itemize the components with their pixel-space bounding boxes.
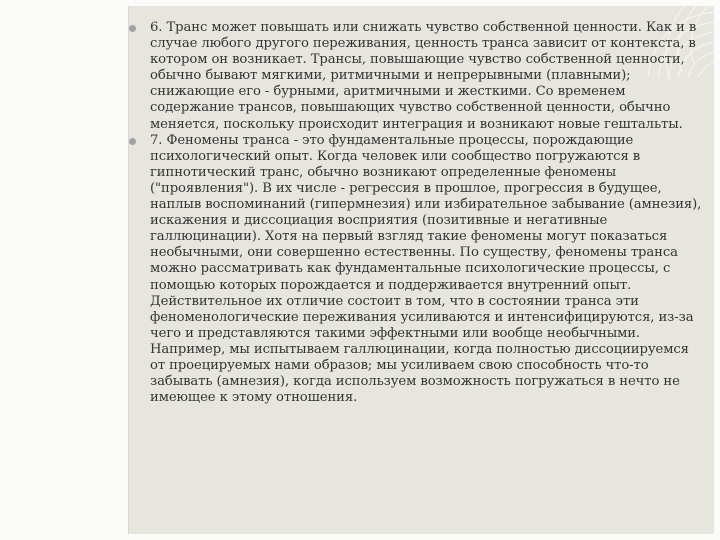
bullet-text: 6. Транс может повышать или снижать чувство собственной ценности. Как и в случае любого другого переживания, ценность транса зависит от контекста, в котором он возникает. Трансы, повышающие чувство собственной ценности, обычно бывают мягкими, ритмичными и непрерывными (плавными); снижающие его - бурными, аритмичными и жесткими. Со временем содержание трансов, повышающих чувство собственной ценности, обычно меняется, поскольку происходит интеграция и возникают новые гештальты. [150,20,697,132]
bullet-item-7 [150,133,702,407]
bullet-list [150,20,702,406]
bullet-dot-icon [129,138,136,145]
bullet-item-6 [150,20,702,133]
bullet-text: 7. Феномены транса - это фундаментальные процессы, порождающие психологический опыт. Когда человек или сообщество погружаются в гипнотический транс, обычно возникают определенные феномены ("проявления"). В их числе - регрессия в прошлое, прогрессия в будущее, наплыв воспоминаний (гипермнезия) или избирательное забывание (амнезия), искажения и диссоциация восприятия (позитивные и негативные галлюцинации). Хотя на первый взгляд такие феномены могут показаться необычными, они совершенно естественны. По существу, феномены транса можно рассматривать как фундаментальные психологические процессы, с помощью которых порождается и поддерживается внутренний опыт. Действительное их отличие состоит в том, что в состоянии транса эти феноменологические переживания усиливаются и интенсифицируются, из-за чего и представляются такими эффектными или вообще необычными. Например, мы испытываем галлюцинации, когда полностью диссоциируемся от проецируемых нами образов; мы усиливаем свою способность что-то забывать (амнезия), когда используем возможность погружаться в нечто не имеющее к этому отношения. [150,132,702,406]
bullet-dot-icon [129,25,136,32]
